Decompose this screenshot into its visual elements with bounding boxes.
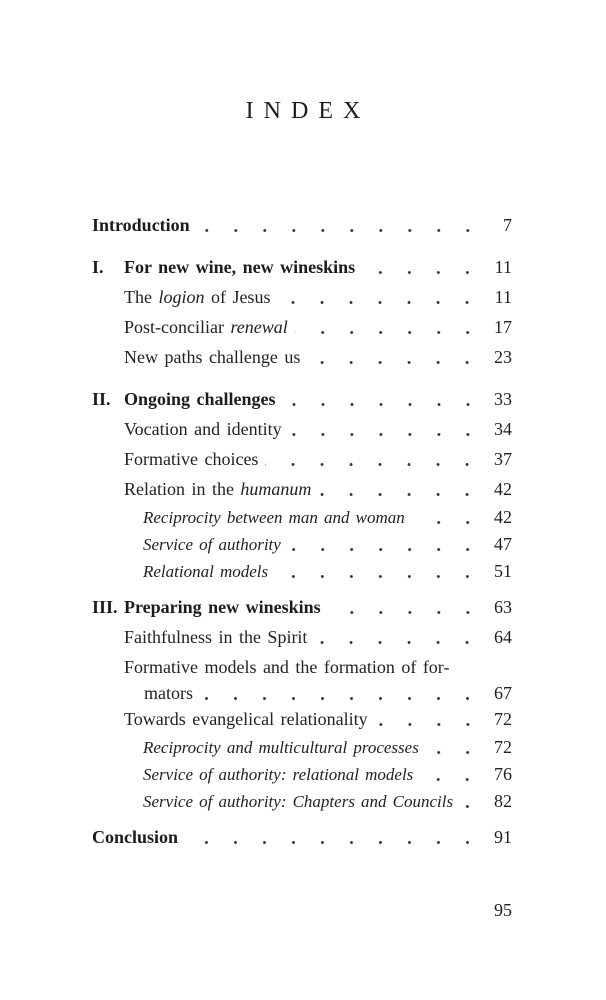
toc-entry-label: Conclusion — [92, 827, 179, 847]
dot-leader — [420, 778, 482, 781]
toc-entry — [92, 444, 512, 474]
entry-page-number: 91 — [494, 827, 512, 847]
toc-entry — [92, 622, 512, 652]
toc-entry — [92, 531, 512, 558]
entry-page-number: 51 — [494, 561, 512, 581]
dot-leader — [362, 271, 482, 274]
dot-leader — [295, 331, 482, 334]
entry-page-number: 82 — [494, 791, 512, 811]
toc-entry — [92, 788, 512, 815]
toc-entry-label: Formative choices — [124, 449, 259, 469]
toc-entry-label: Service of authority: relational models — [143, 765, 414, 784]
dot-leader — [200, 697, 482, 700]
toc-entry — [92, 704, 512, 734]
toc-entry — [92, 652, 512, 704]
entry-page-number: 72 — [494, 709, 512, 729]
entry-page-number: 67 — [494, 683, 512, 703]
entry-page-number: 42 — [494, 479, 512, 499]
entry-page-number: 11 — [494, 257, 512, 277]
dot-leader — [275, 575, 482, 578]
toc-entry — [92, 384, 512, 414]
entry-page-number: 76 — [494, 764, 512, 784]
dot-leader — [289, 433, 482, 436]
toc-entry — [92, 252, 512, 282]
toc-entry — [92, 474, 512, 504]
toc-entry-label: Relational models — [143, 562, 269, 581]
toc-entry-numeral: I. — [92, 257, 104, 277]
entry-page-number: 63 — [494, 597, 512, 617]
toc-entry — [92, 210, 512, 240]
toc-entry-line-2 — [124, 682, 512, 704]
page-number-folio: 95 — [494, 900, 512, 920]
toc-entry-label: Vocation and identity — [124, 419, 282, 439]
page-title: INDEX — [245, 98, 371, 124]
toc-entry-label: Preparing new wineskins — [124, 597, 321, 617]
toc-entry — [92, 734, 512, 761]
toc-entry — [92, 414, 512, 444]
entry-page-number: 37 — [494, 449, 512, 469]
toc-entry-label: Post-conciliar renewal — [124, 317, 288, 337]
toc-entry-label: Service of authority: Chapters and Councils — [143, 792, 454, 811]
toc-entry — [92, 282, 512, 312]
toc-entry-label: For new wine, new wineskins — [124, 257, 356, 277]
toc-entry — [92, 342, 512, 372]
entry-page-number: 11 — [494, 287, 512, 307]
toc-entry-label: The logion of Jesus — [124, 287, 271, 307]
toc-entry — [92, 592, 512, 622]
toc-entry — [92, 761, 512, 788]
dot-leader — [328, 611, 482, 614]
dot-leader — [460, 805, 482, 808]
entry-page-number: 34 — [494, 419, 512, 439]
entry-page-number: 64 — [494, 627, 512, 647]
toc-entry-label: Faithfulness in the Spirit — [124, 627, 308, 647]
toc-entry-label: Ongoing challenges — [124, 389, 276, 409]
toc-entry — [92, 822, 512, 852]
toc-entry-label: Reciprocity between man and woman — [143, 508, 405, 527]
toc-entry-label: Relation in the humanum — [124, 479, 312, 499]
toc-entry — [92, 558, 512, 585]
dot-leader — [288, 548, 482, 551]
dot-leader — [283, 403, 483, 406]
dot-leader — [318, 493, 482, 496]
dot-leader — [314, 641, 482, 644]
toc-entry-label: Reciprocity and multicultural processes — [143, 738, 419, 757]
toc-entry-label: Introduction — [92, 215, 190, 235]
toc-entry-line-1 — [124, 652, 512, 682]
toc-entry-label: Formative models and the formation of for- — [124, 657, 450, 677]
toc-entry-label: New paths challenge us — [124, 347, 301, 367]
dot-leader — [375, 723, 482, 726]
toc-entry-label: Service of authority — [143, 535, 281, 554]
entry-page-number: 7 — [503, 215, 512, 235]
dot-leader — [307, 361, 482, 364]
entry-page-number: 17 — [494, 317, 512, 337]
toc-list — [92, 210, 512, 852]
entry-page-number: 72 — [494, 737, 512, 757]
dot-leader — [426, 751, 482, 754]
dot-leader — [185, 841, 482, 844]
toc-entry — [92, 504, 512, 531]
entry-page-number: 47 — [494, 534, 512, 554]
entry-page-number: 23 — [494, 347, 512, 367]
dot-leader — [412, 521, 482, 524]
entry-page-number: 42 — [494, 507, 512, 527]
toc-entry-label: Towards evangelical relationality — [124, 709, 368, 729]
toc-entry-numeral: III. — [92, 597, 118, 617]
toc-entry-numeral: II. — [92, 389, 111, 409]
dot-leader — [197, 229, 482, 232]
dot-leader — [265, 463, 482, 466]
entry-page-number: 33 — [494, 389, 512, 409]
toc-entry — [92, 312, 512, 342]
toc-entry-label-continued: mators — [144, 683, 193, 703]
dot-leader — [277, 301, 482, 304]
